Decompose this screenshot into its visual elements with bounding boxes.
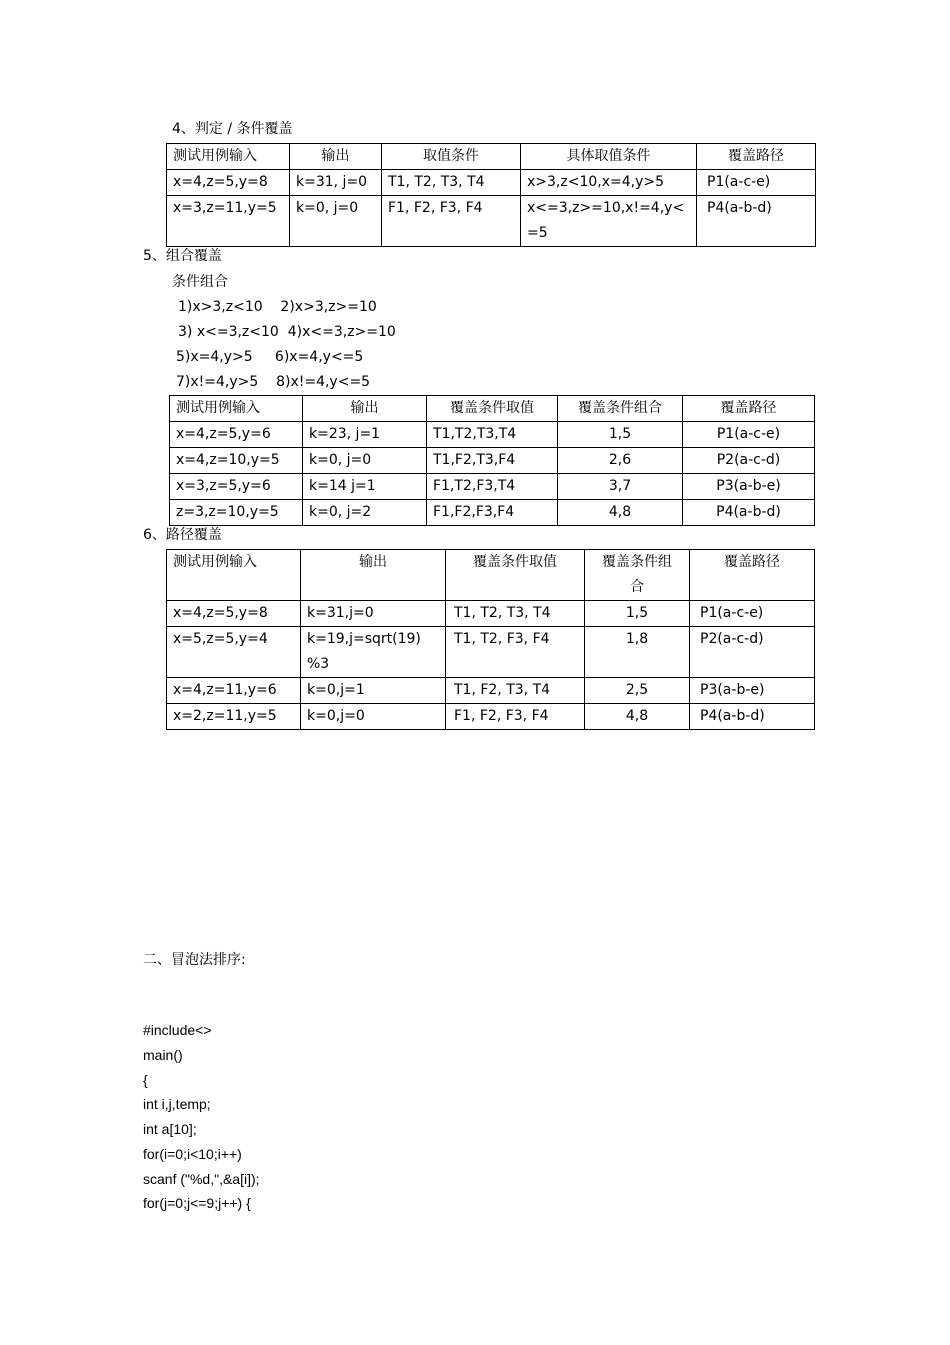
table-cell: k=0,j=0 [301, 704, 446, 730]
table-cell: F1, F2, F3, F4 [382, 196, 521, 247]
section-5-heading: 5、组合覆盖 [143, 248, 222, 264]
table-cell: P3(a-b-e) [690, 678, 815, 704]
code-line: for(i=0;i<10;i++) [143, 1146, 242, 1162]
section-6-heading: 6、路径覆盖 [143, 527, 222, 543]
table-header-row [170, 396, 815, 422]
bubble-sort-heading: 二、冒泡法排序: [143, 952, 246, 968]
header-cell: 取值条件 [382, 144, 521, 170]
table-cell: T1, T2, T3, T4 [446, 601, 585, 627]
table-cell: k=14 j=1 [303, 474, 427, 500]
table-cell: 4,8 [585, 704, 690, 730]
cell-line: x<=3,z>=10,x!=4,y< [527, 200, 685, 216]
table-cell: x=4,z=10,y=5 [170, 448, 303, 474]
table-cell: T1, T2, T3, T4 [382, 170, 521, 196]
table-cell: P4(a-b-d) [697, 196, 816, 247]
table-cell: k=31,j=0 [301, 601, 446, 627]
table-row [170, 500, 815, 526]
table-cell: x=3,z=5,y=6 [170, 474, 303, 500]
table-cell: T1, F2, T3, T4 [446, 678, 585, 704]
table-cell: x=5,z=5,y=4 [167, 627, 301, 678]
table-cell: x=4,z=5,y=8 [167, 170, 290, 196]
header-cell: 测试用例输入 [167, 550, 301, 601]
table-cell: z=3,z=10,y=5 [170, 500, 303, 526]
table-row [170, 448, 815, 474]
header-cell: 具体取值条件 [521, 144, 697, 170]
table-cell: k=0,j=1 [301, 678, 446, 704]
code-line: int a[10]; [143, 1121, 197, 1137]
table-cell: P2(a-c-d) [683, 448, 815, 474]
table-cell: x=3,z=11,y=5 [167, 196, 290, 247]
cell-line: =5 [527, 225, 548, 241]
table-header-row [167, 550, 815, 601]
table-cell: 3,7 [558, 474, 683, 500]
header-cell: 输出 [290, 144, 382, 170]
table-cell: 2,5 [585, 678, 690, 704]
table-cell: 4,8 [558, 500, 683, 526]
table-row [167, 601, 815, 627]
combo-line: 1)x>3,z<10 2)x>3,z>=10 [178, 299, 377, 315]
table-row [167, 627, 815, 678]
table-cell: x=4,z=11,y=6 [167, 678, 301, 704]
header-cell: 覆盖条件取值 [427, 396, 558, 422]
table-cell: F1, F2, F3, F4 [446, 704, 585, 730]
table-cell: k=0, j=0 [290, 196, 382, 247]
table-cell: P4(a-b-d) [690, 704, 815, 730]
table-cell: F1,T2,F3,T4 [427, 474, 558, 500]
cell-line: k=19,j=sqrt(19) [307, 631, 421, 647]
header-cell: 覆盖路径 [690, 550, 815, 601]
condition-combo-label: 条件组合 [172, 274, 228, 290]
table-cell: 2,6 [558, 448, 683, 474]
table-cell: P1(a-c-e) [690, 601, 815, 627]
combo-line: 3) x<=3,z<10 4)x<=3,z>=10 [178, 324, 396, 340]
table-row [167, 196, 816, 247]
cell-line: 合 [630, 579, 644, 595]
section-4-heading: 4、判定 / 条件覆盖 [172, 121, 293, 137]
table-row [167, 704, 815, 730]
table-cell: P1(a-c-e) [683, 422, 815, 448]
table-cell: T1,T2,T3,T4 [427, 422, 558, 448]
table-cell: P2(a-c-d) [690, 627, 815, 678]
header-cell: 测试用例输入 [170, 396, 303, 422]
table-cell: T1,F2,T3,F4 [427, 448, 558, 474]
table-cell: x=4,z=5,y=6 [170, 422, 303, 448]
path-coverage-table [166, 549, 815, 730]
table-cell: 1,5 [585, 601, 690, 627]
table-cell: x=2,z=11,y=5 [167, 704, 301, 730]
cell-line: %3 [307, 656, 330, 672]
header-cell: 测试用例输入 [167, 144, 290, 170]
header-cell: 输出 [303, 396, 427, 422]
combo-line: 5)x=4,y>5 6)x=4,y<=5 [176, 349, 364, 365]
header-cell: 覆盖条件取值 [446, 550, 585, 601]
table-cell: x=4,z=5,y=8 [167, 601, 301, 627]
code-line: { [143, 1072, 148, 1088]
combination-coverage-table [169, 395, 815, 526]
table-cell: 1,8 [585, 627, 690, 678]
table-row [167, 170, 816, 196]
header-cell: 覆盖条件组合 [558, 396, 683, 422]
header-cell: 输出 [301, 550, 446, 601]
combo-line: 7)x!=4,y>5 8)x!=4,y<=5 [176, 374, 371, 390]
header-cell [585, 550, 690, 601]
table-cell: k=23, j=1 [303, 422, 427, 448]
table-cell: T1, T2, F3, F4 [446, 627, 585, 678]
cell-line: 覆盖条件组 [602, 554, 672, 570]
code-line: #include<> [143, 1022, 212, 1038]
header-cell: 覆盖路径 [683, 396, 815, 422]
table-cell: P3(a-b-e) [683, 474, 815, 500]
table-cell: k=0, j=0 [303, 448, 427, 474]
table-row [170, 422, 815, 448]
decision-condition-table [166, 143, 816, 247]
table-cell: P1(a-c-e) [697, 170, 816, 196]
table-cell: x>3,z<10,x=4,y>5 [521, 170, 697, 196]
header-cell: 覆盖路径 [697, 144, 816, 170]
table-cell [521, 196, 697, 247]
code-line: main() [143, 1047, 183, 1063]
table-cell: P4(a-b-d) [683, 500, 815, 526]
table-row [170, 474, 815, 500]
table-header-row [167, 144, 816, 170]
table-cell: k=31, j=0 [290, 170, 382, 196]
table-cell: k=0, j=2 [303, 500, 427, 526]
code-line: int i,j,temp; [143, 1096, 211, 1112]
code-line: scanf ("%d,",&a[i]); [143, 1171, 260, 1187]
table-row [167, 678, 815, 704]
table-cell [301, 627, 446, 678]
table-cell: F1,F2,F3,F4 [427, 500, 558, 526]
code-line: for(j=0;j<=9;j++) { [143, 1195, 251, 1211]
table-cell: 1,5 [558, 422, 683, 448]
